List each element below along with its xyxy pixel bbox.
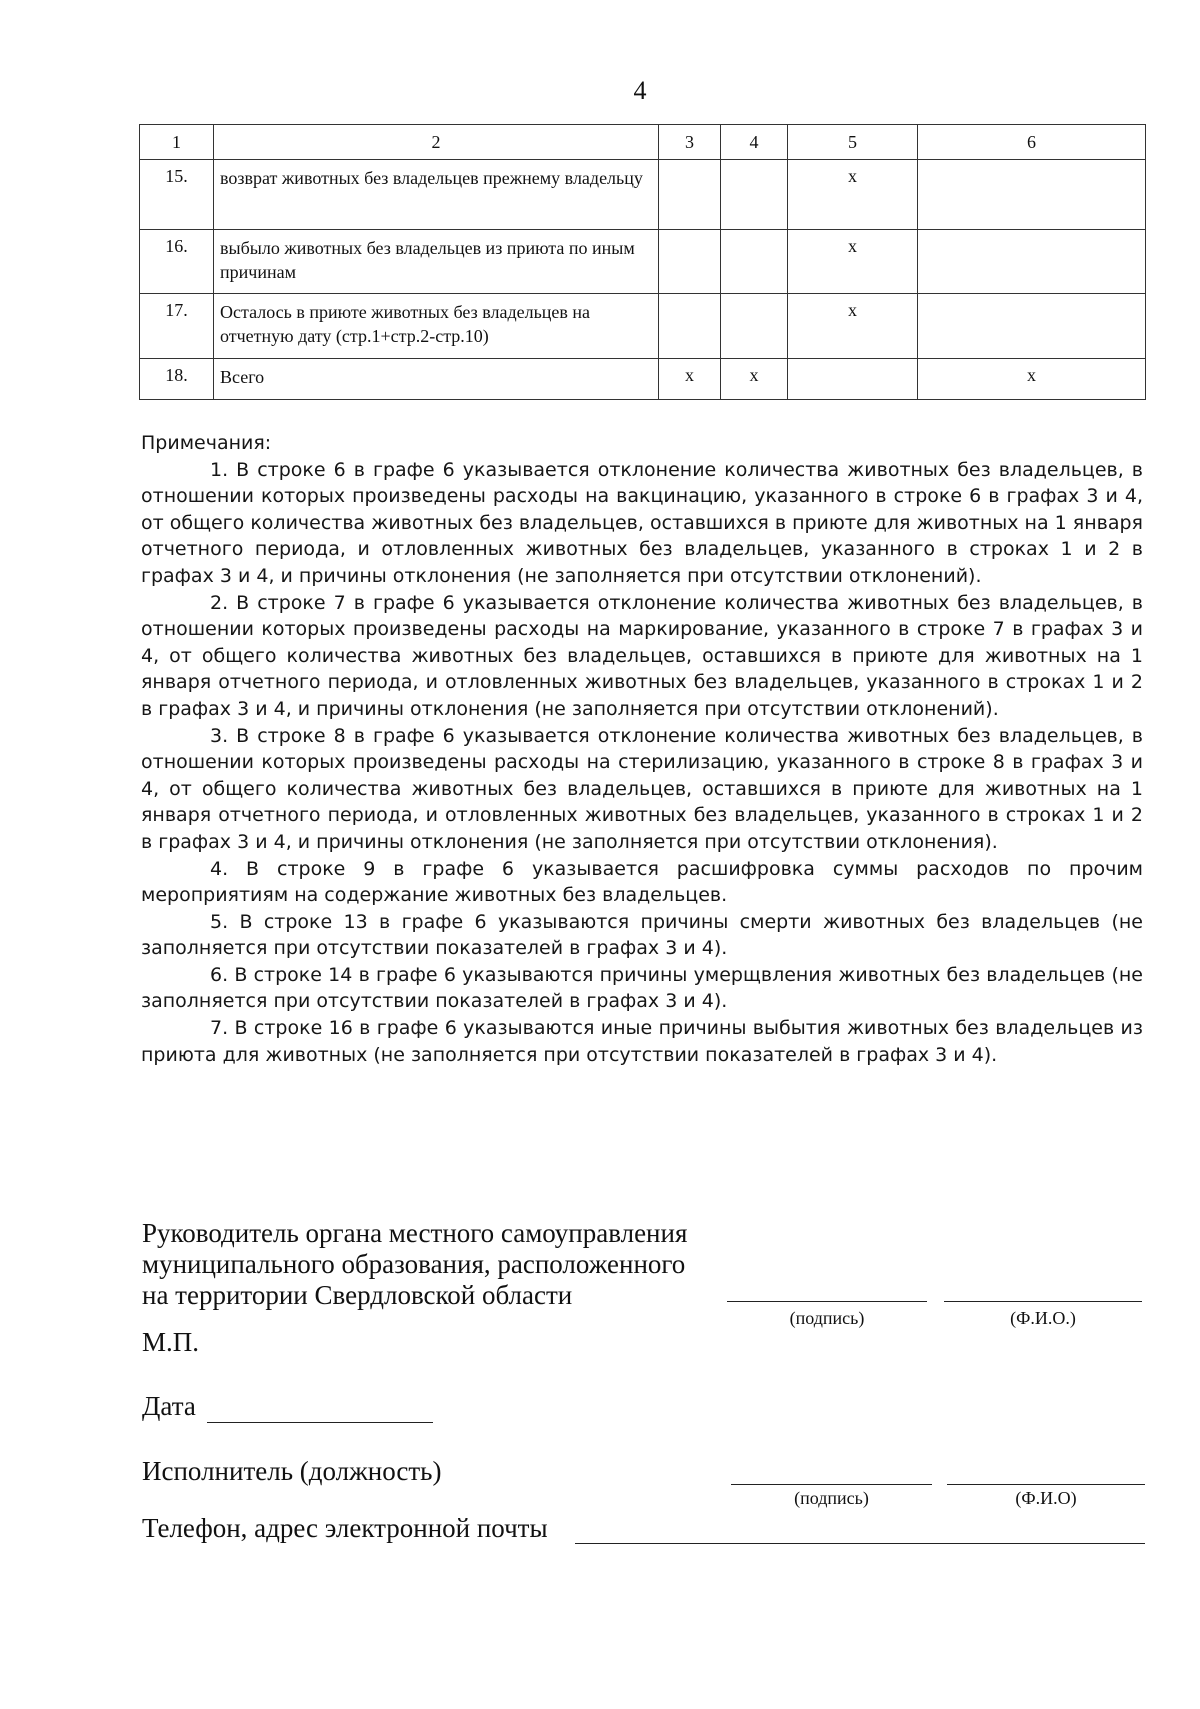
name-caption-1: (Ф.И.О.): [1010, 1308, 1076, 1328]
page-number: 4: [633, 76, 647, 105]
note-item: 7. В строке 16 в графе 6 указываются иные причины выбытия животных без владельцев из приюта для животных (не заполняется при отсутствии показателей в графах 3 и 4).: [141, 1017, 1143, 1066]
cell-col6: х: [918, 359, 1146, 400]
official-title-line: на территории Свердловской области: [142, 1280, 573, 1310]
cell-col3: [659, 160, 721, 230]
official-title: [142, 1218, 687, 1311]
note-item: 1. В строке 6 в графе 6 указывается отклонение количества животных без владельцев, в отношении которых произведены расходы на вакцинацию, указанного в строке 6 в графах 3 и 4, от общего количества животных без владельцев, оставшихся в приюте для животных на 1 января отчетного периода, и отловленных животных без владельцев, указанного в строках 1 и 2 в графах 3 и 4, и причины отклонения (не заполняется при отсутствии отклонений).: [141, 458, 1143, 587]
cell-col5: [788, 359, 918, 400]
header-cell: 3: [659, 125, 721, 160]
signature-caption-1: (подпись): [789, 1308, 865, 1328]
header-cell: 2: [214, 125, 659, 160]
note-item: 4. В строке 9 в графе 6 указывается расшифровка суммы расходов по прочим мероприятиям на содержание животных без владельцев.: [141, 857, 1143, 907]
performer-label: Исполнитель (должность): [142, 1456, 442, 1486]
date-line[interactable]: [207, 1422, 433, 1423]
header-cell: 4: [721, 125, 788, 160]
cell-col3: х: [659, 359, 721, 400]
notes-section: [141, 430, 1143, 1068]
notes-heading: Примечания:: [141, 432, 272, 454]
cell-col5: х: [788, 230, 918, 294]
row-description: Осталось в приюте животных без владельцев на отчетную дату (стр.1+стр.2-стр.10): [214, 294, 659, 359]
date-label: Дата: [142, 1391, 196, 1421]
signature-line-1[interactable]: [727, 1301, 927, 1302]
stamp-place: М.П.: [142, 1327, 200, 1357]
report-table: [139, 124, 1146, 400]
contact-line[interactable]: [575, 1543, 1145, 1544]
cell-col4: [721, 230, 788, 294]
row-description: выбыло животных без владельцев из приюта по иным причинам: [214, 230, 659, 294]
signature-line-2[interactable]: [731, 1484, 932, 1485]
cell-col4: [721, 294, 788, 359]
row-description: возврат животных без владельцев прежнему владельцу: [214, 160, 659, 230]
note-item: 3. В строке 8 в графе 6 указывается отклонение количества животных без владельцев, в отношении которых произведены расходы на стерилизацию, указанного в строке 8 в графах 3 и 4, от общего количества животных без владельцев, оставшихся в приюте для животных на 1 января отчетного периода, и отловленных животных без владельцев, указанного в строках 1 и 2 в графах 3 и 4, и причины отклонения (не заполняется при отсутствии отклонения).: [141, 724, 1143, 853]
contact-label: Телефон, адрес электронной почты: [142, 1513, 548, 1543]
cell-col5: х: [788, 160, 918, 230]
note-item: 6. В строке 14 в графе 6 указываются причины умерщвления животных без владельцев (не заполняется при отсутствии показателей в графах 3 и 4).: [141, 963, 1143, 1013]
name-line-1[interactable]: [944, 1301, 1142, 1302]
table-row: [140, 230, 1146, 294]
row-number: 18.: [140, 359, 214, 400]
row-number: 17.: [140, 294, 214, 359]
cell-col3: [659, 230, 721, 294]
cell-col6: [918, 160, 1146, 230]
cell-col4: х: [721, 359, 788, 400]
row-description: Всего: [214, 359, 659, 400]
header-cell: 1: [140, 125, 214, 160]
row-number: 16.: [140, 230, 214, 294]
name-line-2[interactable]: [947, 1484, 1145, 1485]
name-caption-2: (Ф.И.О): [1015, 1488, 1077, 1508]
table-header-row: [140, 125, 1146, 160]
row-number: 15.: [140, 160, 214, 230]
cell-col4: [721, 160, 788, 230]
cell-col5: х: [788, 294, 918, 359]
official-title-line: муниципального образования, расположенного: [142, 1249, 686, 1279]
cell-col6: [918, 294, 1146, 359]
header-cell: 5: [788, 125, 918, 160]
cell-col3: [659, 294, 721, 359]
note-item: 2. В строке 7 в графе 6 указывается отклонение количества животных без владельцев, в отношении которых произведены расходы на маркирование, указанного в строке 7 в графах 3 и 4, от общего количества животных без владельцев, оставшихся в приюте для животных на 1 января отчетного периода, и отловленных животных без владельцев, указанного в строках 1 и 2 в графах 3 и 4, и причины отклонения (не заполняется при отсутствии отклонений).: [141, 591, 1143, 720]
official-title-line: Руководитель органа местного самоуправления: [142, 1218, 688, 1248]
note-item: 5. В строке 13 в графе 6 указываются причины смерти животных без владельцев (не заполняется при отсутствии показателей в графах 3 и 4).: [141, 910, 1143, 960]
table-row: [140, 294, 1146, 359]
cell-col6: [918, 230, 1146, 294]
table-row: [140, 359, 1146, 400]
table-row: [140, 160, 1146, 230]
signature-caption-2: (подпись): [794, 1488, 869, 1508]
header-cell: 6: [918, 125, 1146, 160]
